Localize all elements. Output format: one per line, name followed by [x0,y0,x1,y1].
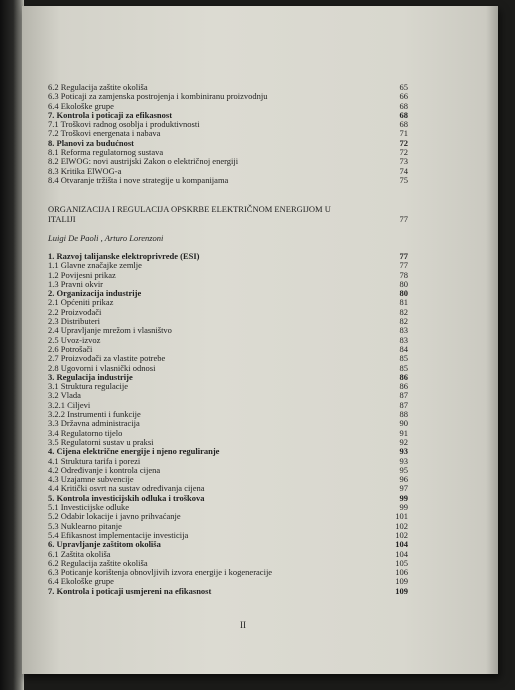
toc-entry-title: 5.2 Odabir lokacije i javno prihvaćanje [48,511,181,522]
toc-entry-page: 87 [399,390,408,401]
toc-entry-page: 83 [399,334,408,345]
toc-entry-title: 2.8 Ugovorni i vlasnički odnosi [48,362,156,373]
toc-entry-page: 106 [395,567,408,578]
chapter-title: ORGANIZACIJA I REGULACIJA OPSKRBE ELEKTRIČNOM ENERGIJOM U ITALIJI [48,204,331,224]
toc-entry-title: 6.2 Regulacija zaštite okoliša [48,557,148,568]
toc-entry-page: 92 [399,436,408,447]
toc-entry-page: 104 [395,539,408,550]
toc-entry-title: 8.4 Otvaranje tržišta i nove strategije u kompanijama [48,174,229,185]
toc-entry-title: 6.3 Poticaji za zamjenska postrojenja i kombiniranu proizvodnju [48,91,268,102]
toc-entry-title: 1.3 Pravni okvir [48,278,104,289]
toc-entry [48,176,408,185]
toc-entry [48,391,408,400]
toc-entry-page: 81 [399,297,408,308]
toc-entry-title: 2.3 Distributeri [48,316,100,327]
toc-entry-title: 8.1 Reforma regulatornog sustava [48,147,164,158]
toc-entry [48,298,408,307]
toc-entry-title: 8.2 ElWOG: novi austrijski Zakon o električnoj energiji [48,156,239,167]
toc-entry-title: 2.6 Potrošači [48,343,93,354]
toc-bottom-list [48,252,408,596]
toc-entry-page: 99 [399,492,408,503]
toc-entry-title: 6.3 Poticanje korištenja obnovljivih izvora energije i kogeneracije [48,567,273,578]
page-edge-shadow [486,6,498,674]
toc-entry-page: 75 [399,174,408,185]
toc-entry [48,382,408,391]
toc-entry-page: 99 [399,502,408,513]
toc-entry-title: 6.4 Ekološke grupe [48,100,114,111]
toc-entry-title: 3.2 Vlada [48,390,81,401]
toc-entry-page: 73 [399,156,408,167]
toc-entry-title: 4.3 Uzajamne subvencije [48,474,134,485]
toc-entry-page: 109 [395,585,408,596]
toc-entry-page: 97 [399,483,408,494]
toc-entry-title: 2. Organizacija industrije [48,288,142,299]
toc-entry-title: 3.5 Regulatorni sustav u praksi [48,436,154,447]
toc-entry-title: 7. Kontrola i poticaji za efikasnost [48,109,173,120]
toc-entry-page: 72 [399,147,408,158]
toc-entry-page: 104 [395,548,408,559]
toc-entry-title: 3.1 Struktura regulacije [48,381,129,392]
toc-entry [48,336,408,345]
toc-entry [48,587,408,596]
toc-entry-title: 8.3 Kritika ElWOG-a [48,165,122,176]
toc-entry-page: 86 [399,371,408,382]
toc-entry-title: 5. Kontrola investicijskih odluka i troškova [48,492,205,503]
toc-entry-title: 5.4 Efikasnost implementacije investicija [48,529,189,540]
toc-entry-title: 8. Planovi za budućnost [48,137,134,148]
toc-entry-page: 77 [399,260,408,271]
toc-entry-title: 3.2.1 Ciljevi [48,399,91,410]
page-folio: II [240,620,246,630]
toc-entry-title: 1.1 Glavne značajke zemlje [48,260,142,271]
toc-entry-page: 101 [395,511,408,522]
toc-entry-page: 82 [399,306,408,317]
toc-entry-page: 105 [395,557,408,568]
toc-entry-page: 93 [399,446,408,457]
toc-entry-page: 84 [399,343,408,354]
toc-entry-page: 68 [399,109,408,120]
toc-entry-title: 6.1 Zaštita okoliša [48,548,111,559]
toc-entry-title: 1.2 Povijesni prikaz [48,269,116,280]
toc-entry-page: 93 [399,455,408,466]
chapter-heading [48,204,408,224]
toc-entry-title: 3.3 Državna administracija [48,418,140,429]
toc-entry-page: 85 [399,362,408,373]
toc-entry-page: 95 [399,464,408,475]
toc-entry-title: 2.1 Općeniti prikaz [48,297,114,308]
toc-entry-page: 82 [399,316,408,327]
toc-entry-page: 86 [399,381,408,392]
toc-entry-title: 7. Kontrola i poticaji usmjereni na efikasnost [48,585,212,596]
toc-entry-title: 1. Razvoj talijanske elektroprivrede (ESI) [48,251,200,261]
toc-entry-page: 78 [399,269,408,280]
toc-entry-title: 5.1 Investicijske odluke [48,502,129,513]
toc-entry-title: 7.1 Troškovi radnog osoblja i produktivnosti [48,119,200,130]
chapter-authors: Luigi De Paoli , Arturo Lorenzoni [48,233,164,243]
toc-entry-page: 71 [399,128,408,139]
toc-entry-title: 6.4 Ekološke grupe [48,576,114,587]
toc-entry-page: 80 [399,278,408,289]
toc-entry-title: 6. Upravljanje zaštitom okoliša [48,539,161,550]
toc-entry-title: 4. Cijena električne energije i njeno reguliranje [48,446,220,457]
toc-entry-page: 96 [399,474,408,485]
toc-entry [48,308,408,317]
toc-entry-title: 3.2.2 Instrumenti i funkcije [48,409,141,420]
toc-entry-title: 2.2 Proizvođači [48,306,102,317]
toc-entry-title: 6.2 Regulacija zaštite okoliša [48,82,148,92]
toc-entry [48,326,408,335]
toc-entry-page: 72 [399,137,408,148]
toc-top-list [48,83,408,185]
toc-entry-page: 80 [399,288,408,299]
toc-entry-page: 109 [395,576,408,587]
toc-entry-page: 85 [399,353,408,364]
toc-entry-page: 68 [399,100,408,111]
toc-entry-page: 91 [399,427,408,438]
toc-entry-page: 66 [399,91,408,102]
toc-entry-page: 88 [399,409,408,420]
chapter-page: 77 [399,214,408,224]
toc-entry-title: 2.7 Proizvođači za vlastite potrebe [48,353,166,364]
book-spine-shadow [0,0,24,690]
toc-entry-title: 4.4 Kritički osvrt na sustav određivanja cijena [48,483,205,494]
toc-entry-title: 2.4 Upravljanje mrežom i vlasništvo [48,325,172,336]
toc-entry-page: 77 [399,251,408,261]
toc-entry-title: 5.3 Nuklearno pitanje [48,520,122,531]
toc-entry-page: 102 [395,529,408,540]
toc-entry-title: 3.4 Regulatorno tijelo [48,427,123,438]
toc-entry-page: 87 [399,399,408,410]
toc-entry-page: 102 [395,520,408,531]
toc-entry-title: 4.2 Određivanje i kontrola cijena [48,464,161,475]
toc-entry-page: 90 [399,418,408,429]
toc-entry-title: 7.2 Troškovi energenata i nabava [48,128,161,139]
toc-entry-page: 74 [399,165,408,176]
toc-entry-page: 65 [399,82,408,92]
toc-entry-page: 83 [399,325,408,336]
toc-entry-title: 2.5 Uvoz-izvoz [48,334,101,345]
toc-entry-title: 4.1 Struktura tarifa i porezi [48,455,141,466]
toc-entry-page: 68 [399,119,408,130]
toc-entry-title: 3. Regulacija industrije [48,371,133,382]
